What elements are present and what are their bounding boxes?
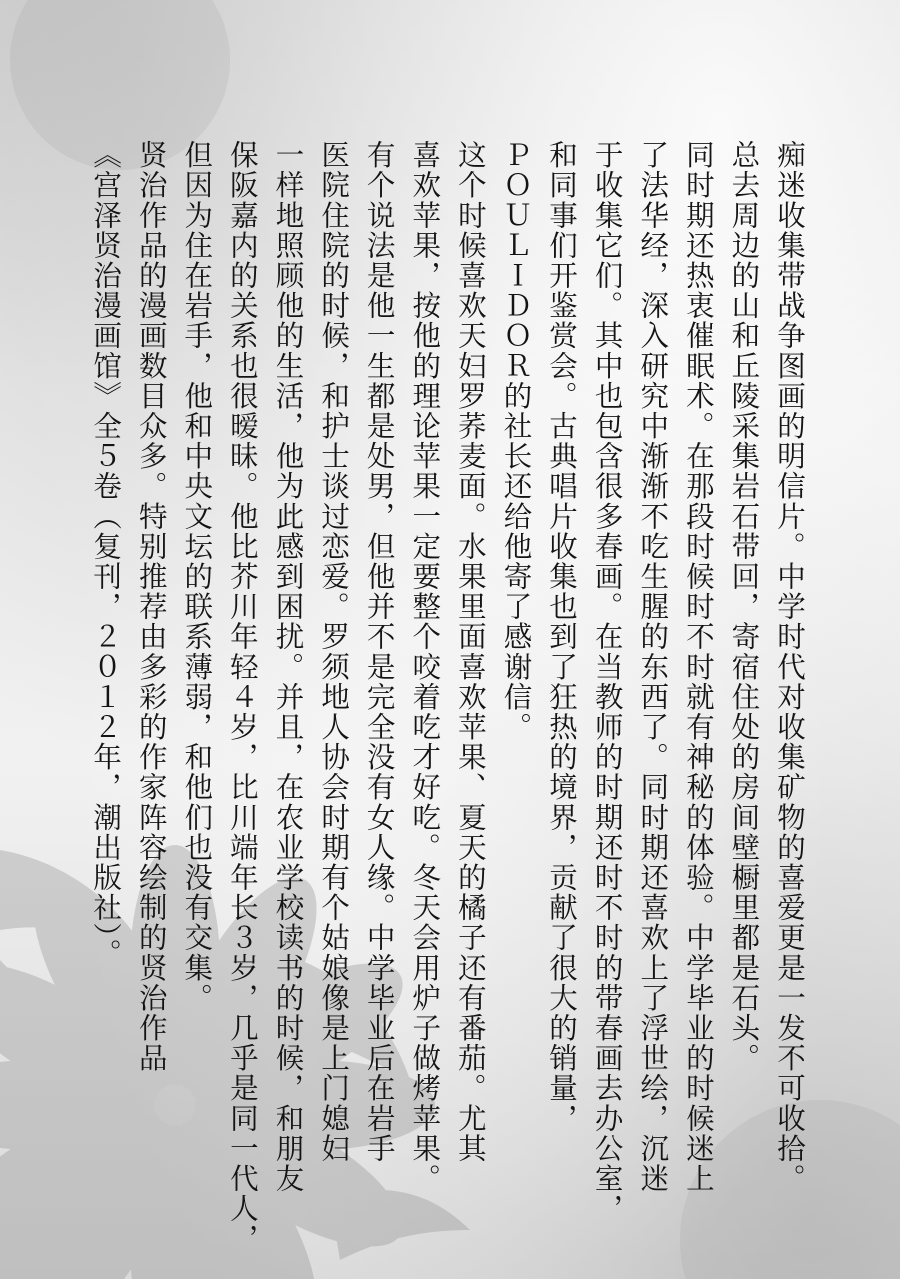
text-column-9: 喜欢苹果，按他的理论苹果一定要整个咬着吃才好吃。冬天会用炉子做烤苹果。 <box>408 140 442 1194</box>
text-column-8: 这个时候喜欢天妇罗荞麦面。水果里面喜欢苹果、夏天的橘子还有番茄。尤其 <box>453 140 487 1164</box>
text-column-4: 了法华经，深入研究中渐渐不吃生腥的东西了。同时期还喜欢上了浮世绘，沉迷 <box>636 140 670 1194</box>
text-column-15: 贤治作品的漫画数目众多。特别推荐由多彩的作家阵容绘制的贤治作品 <box>134 140 168 1074</box>
text-column-2: 总去周边的山和丘陵采集岩石带回，寄宿住处的房间壁橱里都是石头。 <box>727 140 761 1074</box>
text-column-16: 《宫泽贤治漫画馆》全５卷（复刊，２０１２年，潮出版社）。 <box>89 140 123 969</box>
text-column-10: 有个说法是他一生都是处男，但他并不是完全没有女人缘。中学毕业后在岩手 <box>362 140 396 1164</box>
text-column-14: 但因为住在岩手，他和中央文坛的联系薄弱，和他们也没有交集。 <box>180 140 214 1013</box>
text-column-7: ＰＯＵＬＩＤＯＲ的社长还给他寄了感谢信。 <box>499 140 533 742</box>
text-column-5: 于收集它们。其中也包含很多春画。在当教师的时期还时不时的带春画去办公室， <box>590 140 624 1224</box>
text-column-13: 保阪嘉内的关系也很暧昧。他比芥川年轻４岁，比川端年长３岁，几乎是同一代人， <box>225 140 259 1254</box>
vertical-text-block <box>83 140 813 1254</box>
text-column-1: 痴迷收集带战争图画的明信片。中学时代对收集矿物的喜爱更是一发不可收拾。 <box>773 140 806 1194</box>
text-column-11: 医院住院的时候，和护士谈过恋爱。罗须地人协会时期有个姑娘像是上门媳妇 <box>317 140 351 1164</box>
text-column-3: 同时期还热衷催眠术。在那段时候时不时就有神秘的体验。中学毕业的时候迷上 <box>681 140 715 1194</box>
text-column-12: 一样地照顾他的生活，他为此感到困扰。并且，在农业学校读书的时候，和朋友 <box>271 140 305 1194</box>
text-column-6: 和同事们开鉴赏会。古典唱片收集也到了狂热的境界，贡献了很大的销量， <box>545 140 579 1134</box>
